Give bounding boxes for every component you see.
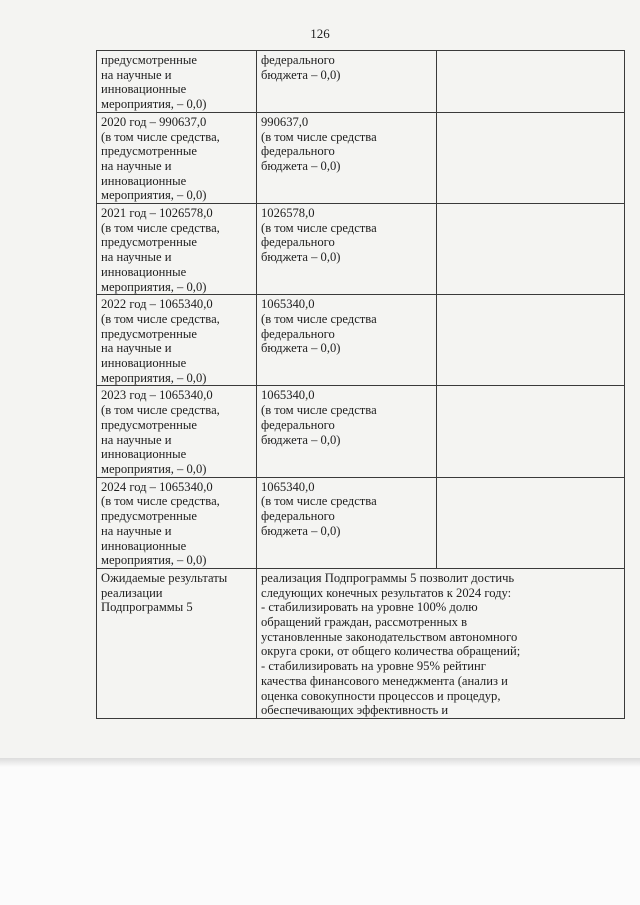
cell-line: инновационные [101, 447, 187, 462]
cell-line: мероприятия, – 0,0) [101, 97, 207, 112]
cell-line: (в том числе средства [261, 129, 377, 144]
cell-line: 2023 год – 1065340,0 [101, 388, 213, 403]
federal-budget-cell [257, 477, 437, 568]
cell-line: (в том числе средства, [101, 403, 220, 418]
cell-line: мероприятия, – 0,0) [101, 370, 207, 385]
empty-cell [437, 204, 625, 295]
cell-line: федерального [261, 53, 335, 67]
cell-line: бюджета – 0,0) [261, 432, 341, 447]
cell-line: инновационные [101, 538, 187, 553]
cell-line: бюджета – 0,0) [261, 250, 341, 265]
cell-line: мероприятия, – 0,0) [101, 553, 207, 568]
cell-line: (в том числе средства [261, 494, 377, 509]
cell-line: федерального [261, 235, 335, 250]
cell-line: 1065340,0 [261, 388, 315, 403]
cell-line: на научные и [101, 67, 172, 82]
cell-line: мероприятия, – 0,0) [101, 461, 207, 476]
cell-line: инновационные [101, 264, 187, 279]
cell-line: предусмотренные [101, 326, 197, 341]
cell-line: (в том числе средства, [101, 311, 220, 326]
expected-results-row [97, 568, 625, 718]
cell-line: бюджета – 0,0) [261, 67, 341, 82]
expected-results-label-cell [97, 568, 257, 718]
federal-budget-cell [257, 386, 437, 477]
cell-line: федерального [261, 326, 335, 341]
cell-line: 2020 год – 990637,0 [101, 114, 207, 129]
cell-line: предусмотренные [101, 53, 197, 67]
year-amount-cell [97, 295, 257, 386]
cell-line: обращений граждан, рассмотренных в [261, 615, 468, 630]
table-row [97, 204, 625, 295]
cell-line: (в том числе средства, [101, 129, 220, 144]
cell-line: 1065340,0 [261, 479, 315, 494]
cell-line: на научные и [101, 341, 172, 356]
year-amount-cell [97, 51, 257, 113]
cell-line: предусмотренные [101, 417, 197, 432]
cell-line: на научные и [101, 158, 172, 173]
cell-line: бюджета – 0,0) [261, 341, 341, 356]
funding-table-body [97, 51, 625, 719]
empty-cell [437, 51, 625, 113]
empty-cell [437, 295, 625, 386]
cell-line: (в том числе средства, [101, 220, 220, 235]
table-row [97, 477, 625, 568]
empty-cell [437, 112, 625, 203]
cell-line: инновационные [101, 173, 187, 188]
year-amount-cell [97, 386, 257, 477]
cell-line: на научные и [101, 523, 172, 538]
page-number: 126 [310, 26, 330, 41]
cell-line: на научные и [101, 250, 172, 265]
cell-line: бюджета – 0,0) [261, 158, 341, 173]
cell-line: предусмотренные [101, 509, 197, 524]
cell-line: бюджета – 0,0) [261, 523, 341, 538]
year-amount-cell [97, 477, 257, 568]
cell-line: следующих конечных результатов к 2024 году: [261, 585, 512, 600]
cell-line: 2021 год – 1026578,0 [101, 206, 213, 221]
cell-line: оценка совокупности процессов и процедур, [261, 688, 501, 703]
cell-line: (в том числе средства [261, 403, 377, 418]
table-row [97, 295, 625, 386]
cell-line: предусмотренные [101, 235, 197, 250]
cell-line: инновационные [101, 82, 187, 97]
expected-results-text-cell [257, 568, 625, 718]
cell-line: 1065340,0 [261, 297, 315, 312]
empty-cell [437, 477, 625, 568]
cell-line: округа сроки, от общего количества обращений; [261, 644, 521, 659]
cell-line: (в том числе средства, [101, 494, 220, 509]
federal-budget-cell [257, 295, 437, 386]
cell-line: реализации [101, 585, 163, 600]
table-row [97, 112, 625, 203]
funding-table [96, 50, 625, 719]
cell-line: инновационные [101, 356, 187, 371]
federal-budget-cell [257, 204, 437, 295]
cell-line: 2022 год – 1065340,0 [101, 297, 213, 312]
cell-line: обеспечивающих эффективность и [261, 703, 449, 718]
table-row [97, 51, 625, 113]
cell-line: установленные законодательством автономного [261, 629, 518, 644]
federal-budget-cell [257, 112, 437, 203]
cell-line: (в том числе средства [261, 220, 377, 235]
year-amount-cell [97, 204, 257, 295]
cell-line: (в том числе средства [261, 311, 377, 326]
cell-line: качества финансового менеджмента (анализ и [261, 673, 508, 688]
cell-line: предусмотренные [101, 144, 197, 159]
cell-line: реализация Подпрограммы 5 позволит достичь [261, 570, 515, 585]
cell-line: мероприятия, – 0,0) [101, 188, 207, 203]
cell-line: - стабилизировать на уровне 95% рейтинг [261, 659, 486, 674]
federal-budget-cell [257, 51, 437, 113]
cell-line: Подпрограммы 5 [101, 600, 193, 615]
cell-line: федерального [261, 417, 335, 432]
cell-line: Ожидаемые результаты [101, 570, 228, 585]
page-edge-shadow [0, 758, 640, 767]
cell-line: 2024 год – 1065340,0 [101, 479, 213, 494]
cell-line: 1026578,0 [261, 206, 315, 221]
empty-cell [437, 386, 625, 477]
year-amount-cell [97, 112, 257, 203]
cell-line: мероприятия, – 0,0) [101, 279, 207, 294]
cell-line: федерального [261, 509, 335, 524]
cell-line: - стабилизировать на уровне 100% долю [261, 600, 478, 615]
cell-line: 990637,0 [261, 114, 309, 129]
table-row [97, 386, 625, 477]
cell-line: на научные и [101, 432, 172, 447]
cell-line: федерального [261, 144, 335, 159]
